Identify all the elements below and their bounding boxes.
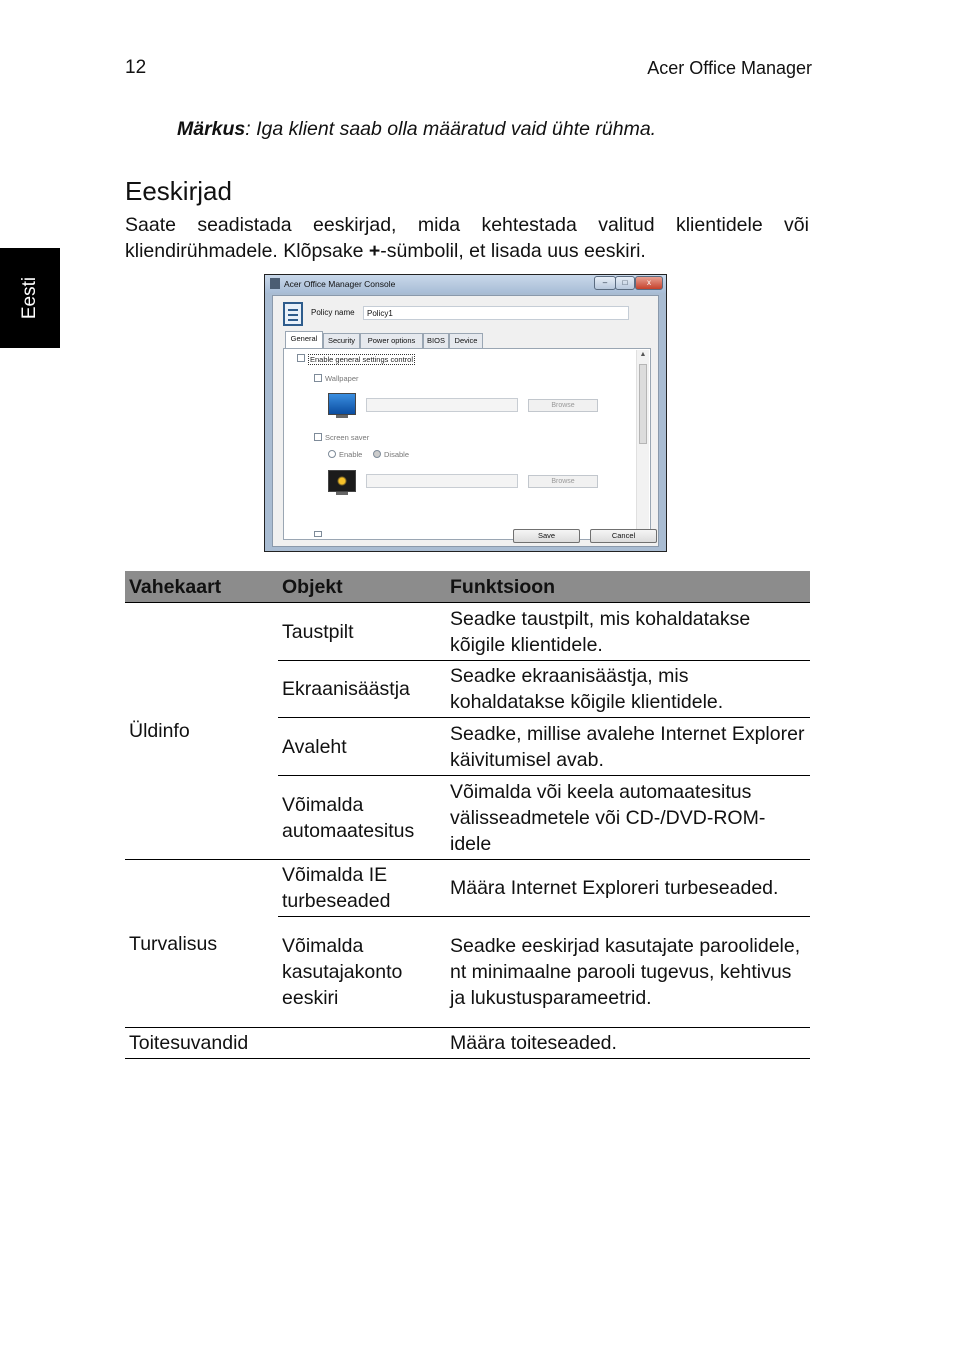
save-button[interactable]: Save — [513, 529, 580, 543]
side-tab-label: Eesti — [19, 276, 40, 320]
wallpaper-label: Wallpaper — [325, 374, 359, 383]
screensaver-enable-radio[interactable] — [328, 450, 336, 458]
language-side-tab — [0, 248, 60, 348]
intro-text-1: Saate seadistada eeskirjad, mida kehtestada valitud klientidele või kliendirühmadele. Klõpsake — [125, 214, 809, 262]
page-number: 12 — [125, 57, 147, 78]
tab-power-options[interactable]: Power options — [360, 333, 423, 348]
table-header-row — [125, 571, 810, 603]
note — [177, 118, 656, 141]
cell-function: Seadke, millise avalehe Internet Explorer käivitumisel avab. — [446, 718, 810, 776]
policy-icon — [283, 302, 303, 326]
monitor-icon — [328, 393, 356, 415]
app-icon — [270, 278, 280, 289]
intro-text-2: -sümbolil, et lisada uus eeskiri. — [380, 240, 646, 262]
cell-object: Avaleht — [278, 718, 446, 776]
scroll-thumb[interactable] — [639, 364, 647, 444]
wallpaper-browse-button[interactable]: Browse — [528, 399, 598, 412]
cell-object: Ekraanisäästja — [278, 661, 446, 718]
plus-symbol: + — [368, 240, 381, 262]
tab-general[interactable]: General — [285, 331, 323, 348]
header-funktsioon: Funktsioon — [446, 571, 810, 603]
header-vahekaart: Vahekaart — [125, 571, 278, 603]
cell-function: Määra toiteseaded. — [446, 1028, 810, 1059]
screensaver-browse-button[interactable]: Browse — [528, 475, 598, 488]
cell-object: Taustpilt — [278, 603, 446, 661]
console-window-screenshot — [264, 274, 667, 552]
enable-general-label: Enable general settings control — [310, 355, 413, 364]
cell-tab: Üldinfo — [125, 603, 278, 860]
cell-tab: Turvalisus — [125, 860, 278, 1028]
tab-security[interactable]: Security — [323, 333, 360, 348]
enable-general-checkbox[interactable] — [297, 354, 305, 362]
screensaver-path-input[interactable] — [366, 474, 518, 488]
wallpaper-path-input[interactable] — [366, 398, 518, 412]
screensaver-monitor-icon — [328, 470, 356, 492]
cell-function: Seadke ekraanisäästja, mis kohaldatakse kõigile klientidele. — [446, 661, 810, 718]
cell-tab: Toitesuvandid — [125, 1028, 278, 1059]
monitor-stand — [336, 415, 348, 418]
minimize-button[interactable]: – — [594, 276, 616, 290]
policy-table — [125, 571, 810, 1059]
cell-function: Määra Internet Exploreri turbeseaded. — [446, 860, 810, 917]
policy-name-input[interactable]: Policy1 — [363, 306, 629, 320]
screensaver-disable-label: Disable — [384, 450, 410, 459]
general-tab-panel — [283, 348, 651, 540]
table-row — [125, 603, 810, 661]
header-objekt: Objekt — [278, 571, 446, 603]
tab-bios[interactable]: BIOS — [423, 333, 449, 348]
window-titlebar — [265, 275, 666, 293]
window-title: Acer Office Manager Console — [284, 279, 396, 289]
wallpaper-checkbox[interactable] — [314, 374, 322, 382]
screensaver-disable-radio[interactable] — [373, 450, 381, 458]
close-button[interactable]: x — [635, 276, 663, 290]
note-label: Märkus — [177, 118, 246, 140]
cell-object: Võimalda IE turbeseaded — [278, 860, 446, 917]
running-title: Acer Office Manager — [647, 58, 812, 78]
table-row — [125, 1028, 810, 1059]
cell-object: Võimalda kasutajakonto eeskiri — [278, 917, 446, 1028]
section-intro — [125, 212, 809, 264]
note-text: : Iga klient saab olla määratud vaid ühte rühma. — [245, 118, 657, 140]
window-client — [272, 295, 659, 547]
cell-function: Seadke eeskirjad kasutajate paroolidele, nt minimaalne parooli tugevus, kehtivus ja lukustusparameetrid. — [446, 917, 810, 1028]
cancel-button[interactable]: Cancel — [590, 529, 657, 543]
scroll-up-arrow-icon[interactable]: ▲ — [639, 351, 647, 358]
screensaver-checkbox[interactable] — [314, 433, 322, 441]
maximize-button[interactable]: □ — [615, 276, 635, 290]
section-title: Eeskirjad — [125, 176, 232, 206]
policy-name-label: Policy name — [311, 308, 355, 317]
screensaver-monitor-stand — [336, 492, 348, 495]
screensaver-enable-label: Enable — [339, 450, 363, 459]
partial-checkbox[interactable] — [314, 531, 322, 537]
cell-function: Seadke taustpilt, mis kohaldatakse kõigile klientidele. — [446, 603, 810, 661]
cell-object — [278, 1028, 446, 1059]
table-row — [125, 860, 810, 917]
panel-scrollbar[interactable] — [636, 350, 649, 538]
cell-object: Võimalda automaatesitus — [278, 776, 446, 860]
cell-function: Võimalda või keela automaatesitus välisseadmetele või CD-/DVD-ROM-idele — [446, 776, 810, 860]
tab-device[interactable]: Device — [449, 333, 483, 348]
screensaver-label: Screen saver — [325, 433, 370, 442]
